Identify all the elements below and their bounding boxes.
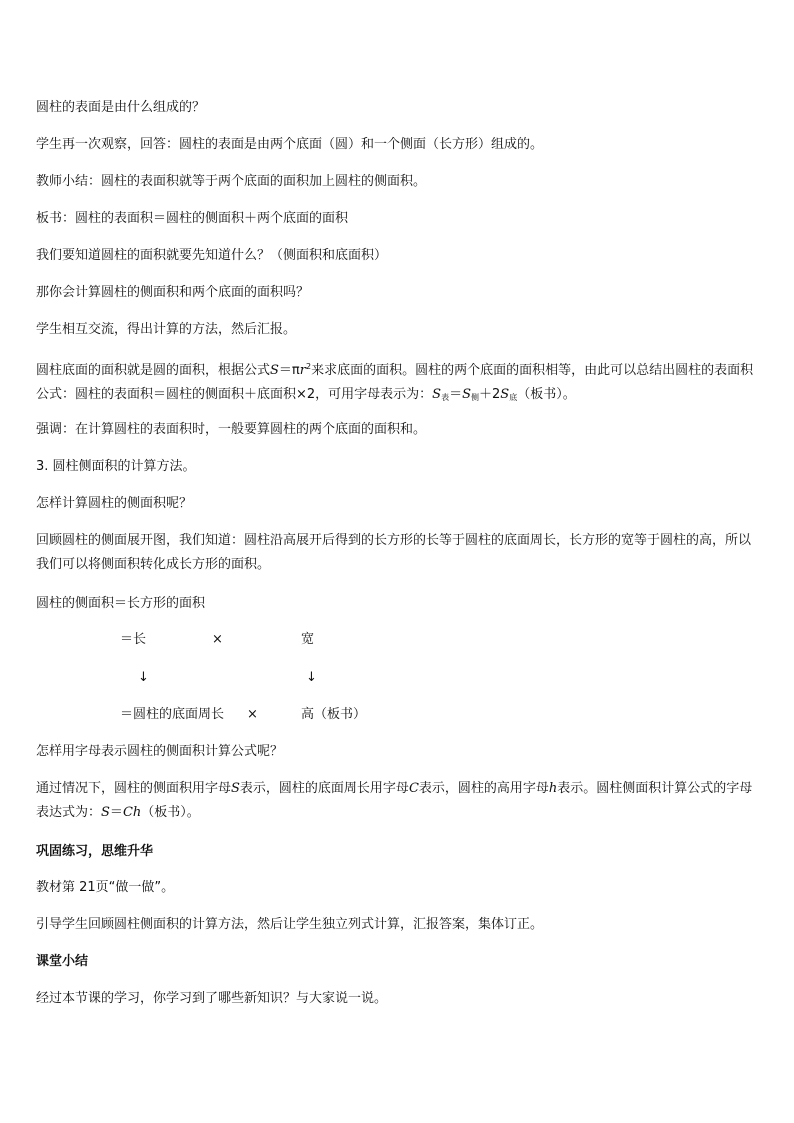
formula-square: 2 <box>305 362 312 371</box>
question-can-calc: 那你会计算圆柱的侧面积和两个底面的面积吗？ <box>36 285 310 300</box>
guide-practice: 引导学生回顾圆柱侧面积的计算方法，然后让学生独立列式计算，汇报答案，集体订正。 <box>36 917 544 932</box>
textbook-reference: 教材第 21页“做一做”。 <box>36 880 175 895</box>
letters-text-1: 通过情况下，圆柱的侧面积用字母 <box>36 781 232 796</box>
formula-eq-pi: ＝π <box>278 363 300 378</box>
subscript-base: 底 <box>509 393 518 402</box>
summary-question: 经过本节课的学习，你学习到了哪些新知识？与大家说一说。 <box>36 991 388 1006</box>
formula-paragraph <box>36 355 760 410</box>
letters-paragraph <box>36 777 760 825</box>
answer-surface: 学生再一次观察，回答：圆柱的表面是由两个底面（圆）和一个侧面（长方形）组成的。 <box>36 137 544 152</box>
board-note-1: 板书：圆柱的表面积＝圆柱的侧面积＋两个底面的面积 <box>36 211 349 226</box>
subscript-surface: 表 <box>441 393 450 402</box>
derivation-row3-left: ＝圆柱的底面周长 <box>120 707 225 722</box>
teacher-summary: 教师小结：圆柱的表面积就等于两个底面的面积加上圆柱的侧面积。 <box>36 174 427 189</box>
letters-tail: （板书）。 <box>141 805 200 820</box>
emphasis-text: 强调：在计算圆柱的表面积时，一般要算圆柱的两个底面的面积和。 <box>36 422 427 437</box>
letter-C: C <box>408 781 419 796</box>
letters-text-2: 表示，圆柱的底面周长用字母 <box>239 781 409 796</box>
letters-Ch: Ch <box>122 805 142 820</box>
heading-practice: 巩固练习，思维升华 <box>36 844 154 859</box>
formula-text-1: 圆柱底面的面积就是圆的面积，根据公式 <box>36 363 271 378</box>
formula-S: S <box>270 363 279 378</box>
subscript-lateral: 侧 <box>471 393 479 402</box>
down-arrow-icon: ↓ <box>306 670 317 685</box>
derivation-row1-times: × <box>212 632 223 647</box>
question-need-know: 我们要知道圆柱的面积就要先知道什么？（侧面积和底面积） <box>36 248 388 263</box>
review-unfold-paragraph: 回顾圆柱的侧面展开图，我们知道：圆柱沿高展开后得到的长方形的长等于圆柱的底面周长，长方形的宽等于圆柱的高，所以我们可以将侧面积转化成长方形的面积。 <box>36 533 752 572</box>
formula-tail: （板书）。 <box>517 387 576 402</box>
letters-text-4: 表示。圆柱侧面积计算公式的字母表达式为： <box>36 781 753 820</box>
down-arrow-icon: ↓ <box>138 670 149 685</box>
letters-text-3: 表示，圆柱的高用字母 <box>418 781 549 796</box>
formula-plus-2: ＋2 <box>479 387 501 402</box>
formula-r: r <box>299 363 306 378</box>
lateral-equals-rect: 圆柱的侧面积＝长方形的面积 <box>36 596 206 611</box>
letter-S: S <box>231 781 240 796</box>
section-3-heading: 3. 圆柱侧面积的计算方法。 <box>36 459 196 474</box>
question-how-calc: 怎样计算圆柱的侧面积呢？ <box>36 496 193 511</box>
derivation-row1-right: 宽 <box>301 632 315 647</box>
question-surface: 圆柱的表面是由什么组成的？ <box>36 100 206 115</box>
formula-text-2: 来求底面的面积。圆柱的两个底面的面积相等，由此可以总结出圆柱的表面积公式：圆柱的表面积＝圆柱的侧面积＋底面积×2，可用字母表示为： <box>36 363 754 402</box>
derivation-row3-right: 高（板书） <box>301 707 367 722</box>
formula-S-total: S <box>432 387 442 402</box>
letter-h: h <box>548 781 558 796</box>
formula-S-base: S <box>500 387 510 402</box>
derivation-row3-times: × <box>247 707 258 722</box>
formula-S-lateral: S <box>462 387 471 402</box>
letters-eq: ＝ <box>109 805 123 820</box>
question-letters: 怎样用字母表示圆柱的侧面积计算公式呢？ <box>36 744 284 759</box>
formula-eq-2: ＝ <box>449 387 463 402</box>
derivation-row1-left: ＝长 <box>120 632 147 647</box>
heading-summary: 课堂小结 <box>36 954 89 969</box>
exchange-text: 学生相互交流，得出计算的方法，然后汇报。 <box>36 322 297 337</box>
letter-S-formula: S <box>101 805 110 820</box>
